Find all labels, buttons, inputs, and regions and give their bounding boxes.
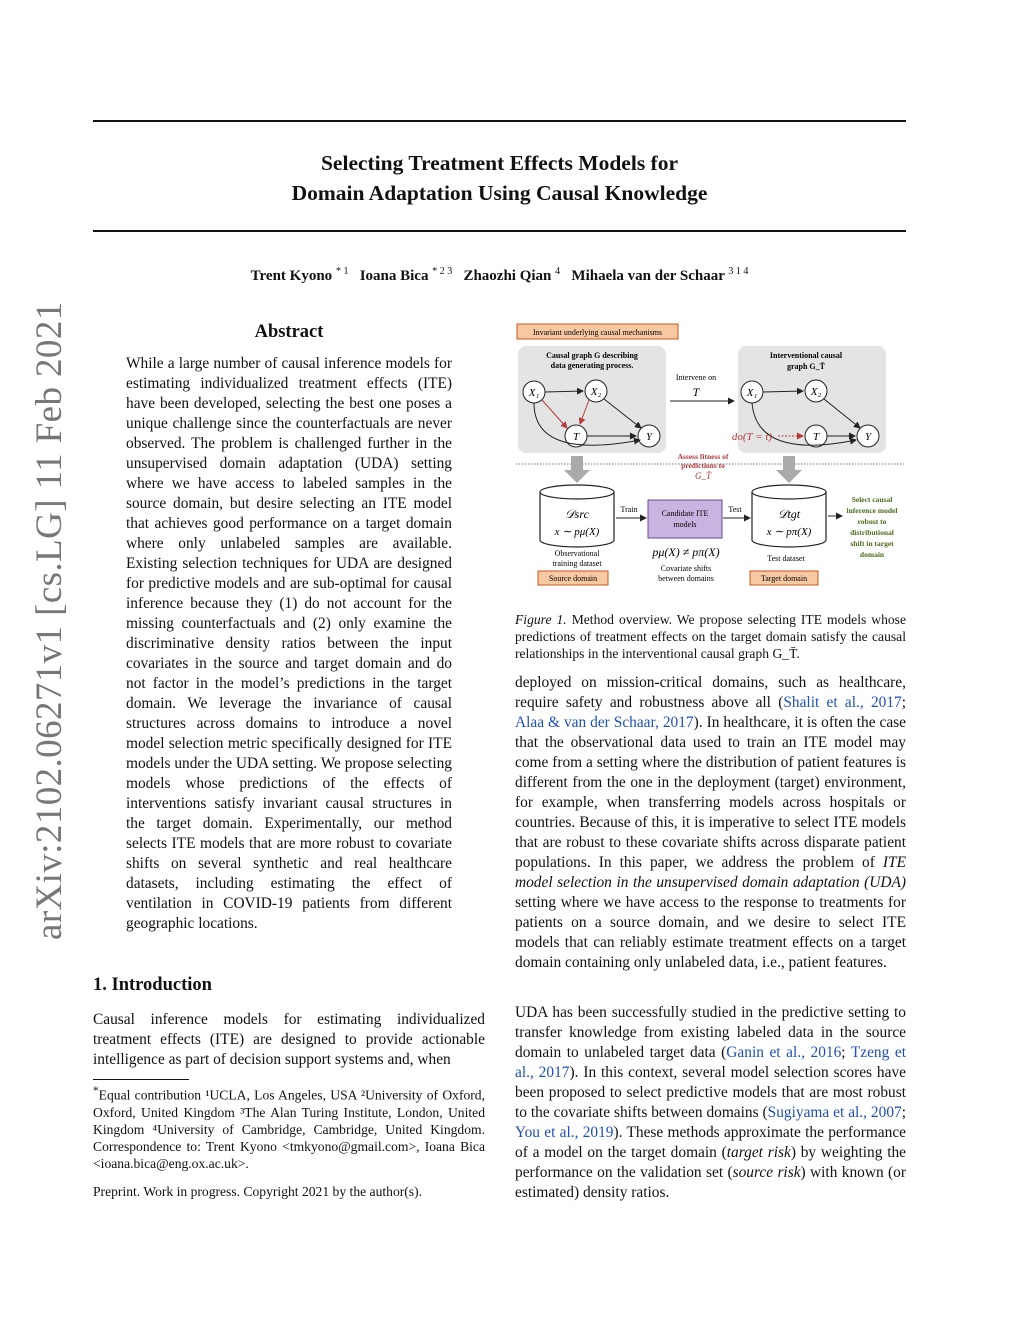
citation-link[interactable]: Tzeng et al., 2017 [515, 1044, 906, 1081]
candidate-label-1: Candidate ITE [661, 509, 709, 518]
obs-dataset-1: Observational [554, 549, 600, 558]
node-t-label: T [812, 431, 820, 443]
target-domain-label: Target domain [760, 574, 808, 583]
node-y-label: Y [645, 431, 653, 443]
citation-link[interactable]: You et al., 2019 [515, 1124, 614, 1141]
d-src-label: 𝒟src [565, 507, 589, 521]
target-cylinder-top [752, 485, 826, 499]
banner-label: Invariant underlying causal mechanisms [532, 328, 663, 337]
cov-shift-1: Covariate shifts [660, 564, 712, 573]
do-operator-label: do(T = t) [731, 431, 773, 443]
title-line-1: Selecting Treatment Effects Models for [320, 151, 679, 175]
node-y-label: Y [864, 431, 872, 443]
abstract-heading: Abstract [254, 322, 324, 342]
select-text-4: distributional [850, 528, 894, 537]
select-text-5: shift in target [850, 539, 894, 548]
author-mark: 4 [555, 266, 561, 277]
author-name: Mihaela van der Schaar [571, 268, 725, 284]
paper-title [93, 148, 906, 208]
assess-label-3: G_T̄ [694, 471, 712, 481]
d-src-dist: x ∼ pμ(X) [554, 526, 600, 538]
interventional-graph-title-1: Interventional causal [769, 351, 843, 360]
caption-text: Method overview. We propose selecting ITE models whose predictions of treatment effects on the target domain satisfy the causal relationships in the interventional causal graph G_T̄. [515, 612, 906, 661]
d-tgt-label: 𝒟tgt [777, 507, 801, 521]
title-bottom-rule [93, 230, 906, 232]
test-label: Test [728, 505, 742, 514]
text-run: setting where we have access to the response to treatments for patients on a source domain, and we desire to select ITE models that can reliably estimate treatment effects on a target domain containing only unlabeled data, i.e., patient features. [515, 894, 906, 971]
node-x1-label: X₁ [528, 387, 540, 399]
node-x1-label: X₁ [746, 387, 758, 399]
arxiv-side-label: arXiv:2102.06271v1 [cs.LG] 11 Feb 2021 [29, 301, 70, 940]
author-name: Zhaozhi Qian [463, 268, 552, 284]
text-run: deployed on mission-critical domains, such as healthcare, require safety and robustness above all ( [515, 674, 906, 711]
figure-caption [515, 611, 906, 662]
footnote-affiliations-text: Equal contribution ¹UCLA, Los Angeles, USA ²University of Oxford, Oxford, United Kingdom ³The Alan Turing Institute, London, United Kingdom ⁴University of Cambridge, Cambridge, United Kingdom. Correspondence to: Trent Kyono <tmkyono@gmail.com>, Ioana Bica <ioana.bica@eng.ox.ac.uk>. [93, 1087, 485, 1171]
select-text-1: Select causal [851, 495, 893, 504]
text-run: UDA has been successfully studied in the predictive setting to transfer knowledge from existing labeled data in the source domain to unlabeled target data ( [515, 1004, 906, 1061]
text-run: ) with known (or estimated) density ratios. [515, 1164, 906, 1201]
text-run: ). In this context, several model selection scores have been proposed to select predictive models that are most robust to the covariate shifts between domains ( [515, 1064, 906, 1121]
footnote-rule [93, 1079, 189, 1080]
emphasis-text: ITE model selection in the unsupervised domain adaptation (UDA) [515, 854, 906, 891]
citation-link[interactable]: Shalit et al., 2017 [783, 694, 902, 711]
node-x2-label: X₂ [810, 386, 822, 398]
select-text-3: robust to [857, 517, 887, 526]
citation-link[interactable]: Alaa & van der Schaar, 2017 [515, 714, 694, 731]
author-name: Trent Kyono [250, 268, 333, 284]
right-paragraph-2: UDA has been successfully studied in the predictive setting to transfer knowledge from existing labeled data in the source domain to unlabeled target data (Ganin et al., 2016; Tzeng et al., 2017). In this context, several model selection scores have been proposed to select predictive models that are most robust to the covariate shifts between domains (Sugiyama et al., 2007; You et al., 2019). These methods approximate the performance of a model on the target domain (target risk) by weighting the performance on the validation set (source risk) with known (or estimated) density ratios. [515, 1004, 906, 1201]
assess-label-1: Assess fitness of [677, 452, 729, 461]
select-text-2: inference model [846, 506, 898, 515]
down-arrow-right [776, 456, 802, 483]
citation-link[interactable]: Sugiyama et al., 2007 [767, 1104, 902, 1121]
title-top-rule [93, 120, 906, 122]
causal-graph-title-2: data generating process. [550, 361, 634, 370]
right-paragraph-1: deployed on mission-critical domains, such as healthcare, require safety and robustness above all (Shalit et al., 2017; Alaa & van der Schaar, 2017). In healthcare, it is often the case that the observational data used to train an ITE model may come from a setting where the distribution of patient features is different from the one in the deployment (target) environment, for example, when transferring models across hospitals or countries. Because of this, it is imperative to select ITE models that are robust to these covariate shifts across disparate patient populations. In this paper, we address the problem of ITE model selection in the unsupervised domain adaptation (UDA) setting where we have access to the response to treatments for patients on a source domain, and we desire to select ITE models that can reliably estimate treatment effects on a target domain containing only unlabeled data, i.e., patient features. [515, 674, 907, 971]
cov-shift-2: between domains [658, 574, 714, 583]
footnote-affiliations: *Equal contribution ¹UCLA, Los Angeles, USA ²University of Oxford, Oxford, United Kingdom ³The Alan Turing Institute, London, United Kingdom ⁴University of Cambridge, Cambridge, United Kingdom. Correspondence to: Trent Kyono <tmkyono@gmail.com>, Ioana Bica <ioana.bica@eng.ox.ac.uk>. [93, 1085, 485, 1171]
figure-method-overview [512, 318, 908, 600]
abstract-text: While a large number of causal inference models for estimating individualized treatment effects (ITE) have been developed, selecting the best one poses a unique challenge since the counterfactuals are never observed. The problem is challenged further in the unsupervised domain adaptation (UDA) setting where we have access to labeled samples in the source domain, but desire selecting an ITE model that achieves good performance on a target domain where only unlabeled samples are available. Existing selection techniques for UDA are designed for predictive models and are sub-optimal for causal inference because they (1) do not account for the missing counterfactuals and (2) only examine the discriminative density ratios between the input covariates in the source and target domain and do not factor in the model’s predictions in the target domain. We leverage the invariance of causal structures across domains to introduce a novel model selection metric specifically designed for ITE models under the UDA setting. We propose selecting models whose predictions of the effects of interventions satisfy invariant causal structures in the target domain. Experimentally, our method selects ITE models that are more robust to covariate shifts on several synthetic and real healthcare datasets, including estimating the effect of ventilation in COVID-19 patients from different geographic locations. [126, 355, 452, 932]
text-run: ). These methods approximate the performance of a model on the target domain ( [515, 1124, 906, 1161]
introduction-text: Causal inference models for estimating individualized treatment effects (ITE) are designed to provide actionable intelligence as part of decision support systems and, when [93, 1011, 485, 1068]
footnote-preprint: Preprint. Work in progress. Copyright 2021 by the author(s). [93, 1184, 423, 1199]
author-name: Ioana Bica [359, 268, 429, 284]
emphasis-text: source risk [732, 1164, 801, 1181]
obs-dataset-2: training dataset [552, 559, 602, 568]
node-t-label: T [572, 431, 580, 443]
intervene-var: T [692, 385, 700, 399]
title-line-2: Domain Adaptation Using Causal Knowledge [291, 181, 708, 205]
emphasis-text: target risk [726, 1144, 791, 1161]
author-mark: * 1 [335, 266, 349, 277]
text-run: ). In healthcare, it is often the case that the observational data used to train an ITE model may come from a setting where the distribution of patient features is different from the one in the deployment (target) environment, for example, when transferring models across hospitals or countries. Because of this, it is imperative to select ITE models that are robust to these covariate shifts across disparate patient populations. In this paper, we address the problem of [515, 714, 906, 871]
caption-label: Figure 1. [515, 612, 567, 627]
shift-equation: pμ(X) ≠ pπ(X) [652, 545, 720, 559]
source-cylinder-top [540, 485, 614, 499]
text-run: ) by weighting the performance on the validation set ( [515, 1144, 906, 1181]
test-dataset-label: Test dataset [767, 554, 805, 563]
source-domain-label: Source domain [548, 574, 598, 583]
assess-label-2: predictions to [681, 461, 725, 470]
train-label: Train [620, 505, 638, 514]
intervene-label: Intervene on [675, 373, 717, 382]
node-x2-label: X₂ [590, 386, 602, 398]
select-text-6: domain [859, 550, 885, 559]
causal-graph-title-1: Causal graph G describing [546, 351, 638, 360]
down-arrow-left [564, 456, 590, 483]
introduction-heading: 1. Introduction [93, 975, 212, 995]
citation-link[interactable]: Ganin et al., 2016 [726, 1044, 842, 1061]
author-mark: 3 1 4 [728, 266, 749, 277]
interventional-graph-title-2: graph G_T̄ [786, 362, 826, 371]
author-list [93, 266, 906, 285]
author-mark: * 2 3 [432, 266, 453, 277]
d-tgt-dist: x ∼ pπ(X) [766, 526, 812, 538]
candidate-models-box [648, 500, 722, 538]
candidate-label-2: models [673, 520, 697, 529]
